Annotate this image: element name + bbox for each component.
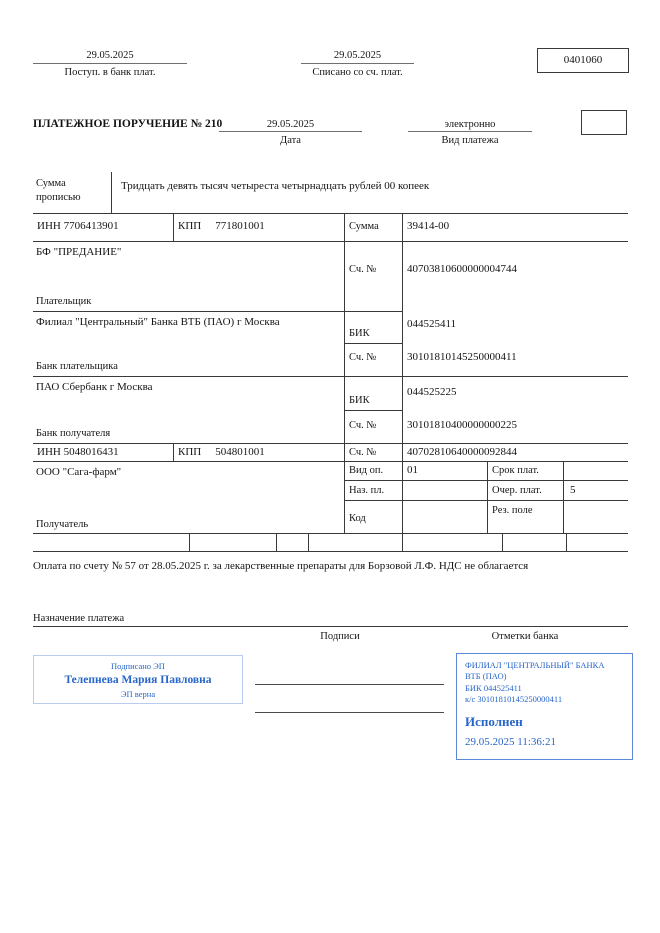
purpose-text: Оплата по счету № 57 от 28.05.2025 г. за лекарственные препараты для Борзовой Л.Ф. НДС не облагается [33, 560, 529, 572]
receiver-kpp: КПП 504801001 [178, 446, 265, 458]
divider [487, 461, 488, 533]
divider [308, 533, 309, 551]
payer-bank-label: Банк плательщика [36, 361, 118, 372]
purpose-label: Назначение платежа [33, 613, 125, 624]
esignature-name: Телепнева Мария Павловна [64, 673, 212, 686]
payer-bank-account: 30101810145250000411 [407, 351, 517, 363]
divider [344, 480, 628, 481]
divider [301, 63, 414, 64]
receiver-name: ООО "Сага-фарм" [36, 466, 122, 478]
bank-stamp-line2: ВТБ (ПАО) [465, 671, 507, 682]
bank-stamp-line4: к/с 30101810145250000411 [465, 694, 563, 705]
sum-value: 39414-00 [407, 220, 450, 232]
form-code-box [537, 48, 629, 73]
ocher-plat-label: Очер. плат. [492, 485, 542, 496]
payer-bank-bik-label: БИК [349, 328, 370, 339]
divider [344, 343, 402, 344]
receiver-bank-bik-label: БИК [349, 395, 370, 406]
divider [502, 533, 503, 551]
divider [173, 213, 174, 241]
amount-words-label: Сумма прописью [36, 178, 81, 204]
payer-label: Плательщик [36, 296, 92, 307]
payer-account-label: Сч. № [349, 264, 377, 275]
receiver-bank-bik: 044525225 [407, 386, 457, 398]
payer-account: 40703810600000004744 [407, 263, 517, 275]
signature-line-2 [255, 712, 444, 713]
divider [219, 131, 362, 132]
divider [33, 376, 628, 377]
naz-pl-label: Наз. пл. [349, 485, 385, 496]
divider [563, 461, 564, 533]
payer-bank-account-label: Сч. № [349, 352, 377, 363]
divider [33, 461, 628, 462]
receiver-account: 40702810640000092844 [407, 446, 517, 458]
divider [33, 241, 628, 242]
debited-date-label: Списано со сч. плат. [312, 67, 403, 78]
bank-stamp-datetime: 29.05.2025 11:36:21 [465, 736, 556, 749]
receiver-label: Получатель [36, 519, 89, 530]
receiver-bank-account: 30101810400000000225 [407, 419, 517, 431]
payer-bank-name: Филиал "Центральный" Банка ВТБ (ПАО) г Москва [36, 316, 280, 328]
payer-inn: ИНН 7706413901 [37, 220, 119, 232]
divider [111, 172, 112, 213]
divider [402, 213, 403, 551]
receiver-bank-label: Банк получателя [36, 428, 111, 439]
receiver-bank-name: ПАО Сбербанк г Москва [36, 381, 153, 393]
payer-bank-bik: 044525411 [407, 318, 457, 330]
divider [33, 443, 628, 444]
bank-stamp [456, 653, 633, 760]
vid-op-label: Вид оп. [349, 465, 384, 476]
sum-label: Сумма [349, 221, 379, 232]
divider [566, 533, 567, 551]
vid-op-value: 01 [407, 464, 418, 476]
payer-name: БФ "ПРЕДАНИЕ" [36, 246, 122, 258]
divider [33, 551, 628, 552]
divider [344, 213, 345, 533]
signature-line-1 [255, 684, 444, 685]
document-date: 29.05.2025 [266, 119, 315, 130]
payer-kpp: КПП 771801001 [178, 220, 265, 232]
esignature-line3: ЭП верна [120, 688, 156, 699]
bank-stamp-status: Исполнен [465, 713, 523, 729]
receiver-inn: ИНН 5048016431 [37, 446, 119, 458]
debited-date: 29.05.2025 [333, 50, 382, 61]
received-date-label: Поступ. в банк плат. [64, 67, 156, 78]
received-date: 29.05.2025 [86, 50, 134, 61]
status-box [581, 110, 627, 135]
amount-words: Тридцать девять тысяч четыреста четырнадцать рублей 00 копеек [121, 180, 430, 192]
divider [344, 500, 628, 501]
divider [189, 533, 190, 551]
divider [33, 626, 628, 627]
divider [33, 63, 187, 64]
kod-label: Код [349, 513, 366, 524]
receiver-bank-account-label: Сч. № [349, 420, 377, 431]
divider [33, 311, 402, 312]
divider [344, 410, 402, 411]
divider [33, 213, 628, 214]
signatures-title: Подписи [320, 631, 360, 642]
document-title: ПЛАТЕЖНОЕ ПОРУЧЕНИЕ № 210 [33, 118, 223, 130]
divider [408, 131, 532, 132]
form-code: 0401060 [563, 54, 603, 66]
bank-stamp-line3: БИК 044525411 [465, 682, 522, 693]
esignature-line1: Подписано ЭП [111, 661, 165, 671]
payment-type-label: Вид платежа [441, 135, 499, 146]
payment-type-value: электронно [444, 119, 496, 130]
esignature-stamp [33, 655, 243, 704]
divider [276, 533, 277, 551]
divider [173, 443, 174, 461]
bank-stamp-line1: ФИЛИАЛ "ЦЕНТРАЛЬНЫЙ" БАНКА [465, 660, 605, 670]
divider [33, 533, 628, 534]
bank-marks-title: Отметки банка [491, 631, 559, 642]
rez-pole-label: Рез. поле [492, 505, 533, 516]
ocher-plat-value: 5 [570, 484, 576, 496]
receiver-account-label: Сч. № [349, 447, 377, 458]
date-label: Дата [280, 135, 301, 146]
srok-plat-label: Срок плат. [492, 465, 539, 476]
